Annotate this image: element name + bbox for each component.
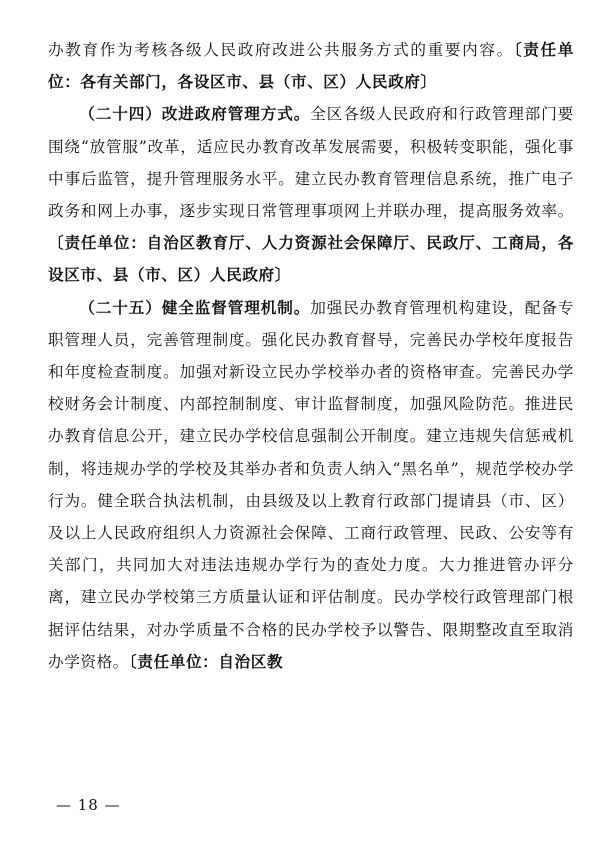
page-number: — 18 — bbox=[56, 796, 121, 814]
paragraph-1-body: 办教育作为考核各级人民政府改进公共服务方式的重要内容。 bbox=[48, 41, 514, 59]
paragraph-1-responsibility: 〔责任单位：各有关部门，各设区市、县（市、区）人民政府〕 bbox=[48, 40, 574, 92]
paragraph-3-heading: （二十五）健全监督管理机制。 bbox=[79, 297, 311, 317]
paragraph-3-body: 加强民办教育管理机构建设，配备专职管理人员，完善管理制度。强化民办教育督导，完善民办学校年度报告和年度检查制度。加强对新设立民办学校举办者的资格审查。完善民办学校财务会计制度、内部控制制度、审计监督制度，加强风险防范。推进民办教育信息公开，建立民办学校信息强制公开制度。建立违规失信惩戒机制，将违规办学的学校及其举办者和负责人纳入“黑名单”，规范学校办学行为。健全联合执法机制，由县级及以上教育行政部门提请县（市、区）及以上人民政府组织人力资源社会保障、工商行政管理、民政、公安等有关部门，共同加大对违法违规办学行为的查处力度。大力推进管办评分离，建立民办学校第三方质量认证和评估制度。民办学校行政管理部门根据评估结果，对办学质量不合格的民办学校予以警告、限期整改直至取消办学资格。 bbox=[48, 298, 574, 671]
paragraph-1 bbox=[48, 34, 574, 98]
paragraph-2-body: 全区各级人民政府和行政管理部门要围绕“放管服”改革，适应民办教育改革发展需要，积极转变职能，强化事中事后监管，提升管理服务水平。建立民办教育管理信息系统，推广电子政务和网上办事，逐步实现日常管理事项网上并联办理，提高服务效率。 bbox=[48, 105, 574, 221]
paragraph-2-responsibility: 〔责任单位：自治区教育厅、人力资源社会保障厅、民政厅、工商局，各设区市、县（市、区）人民政府〕 bbox=[48, 233, 574, 285]
paragraph-2-heading: （二十四）改进政府管理方式。 bbox=[79, 104, 311, 124]
document-body bbox=[48, 34, 574, 678]
paragraph-3 bbox=[48, 292, 574, 678]
paragraph-3-responsibility: 〔责任单位：自治区教 bbox=[128, 651, 284, 671]
paragraph-2 bbox=[48, 98, 574, 291]
